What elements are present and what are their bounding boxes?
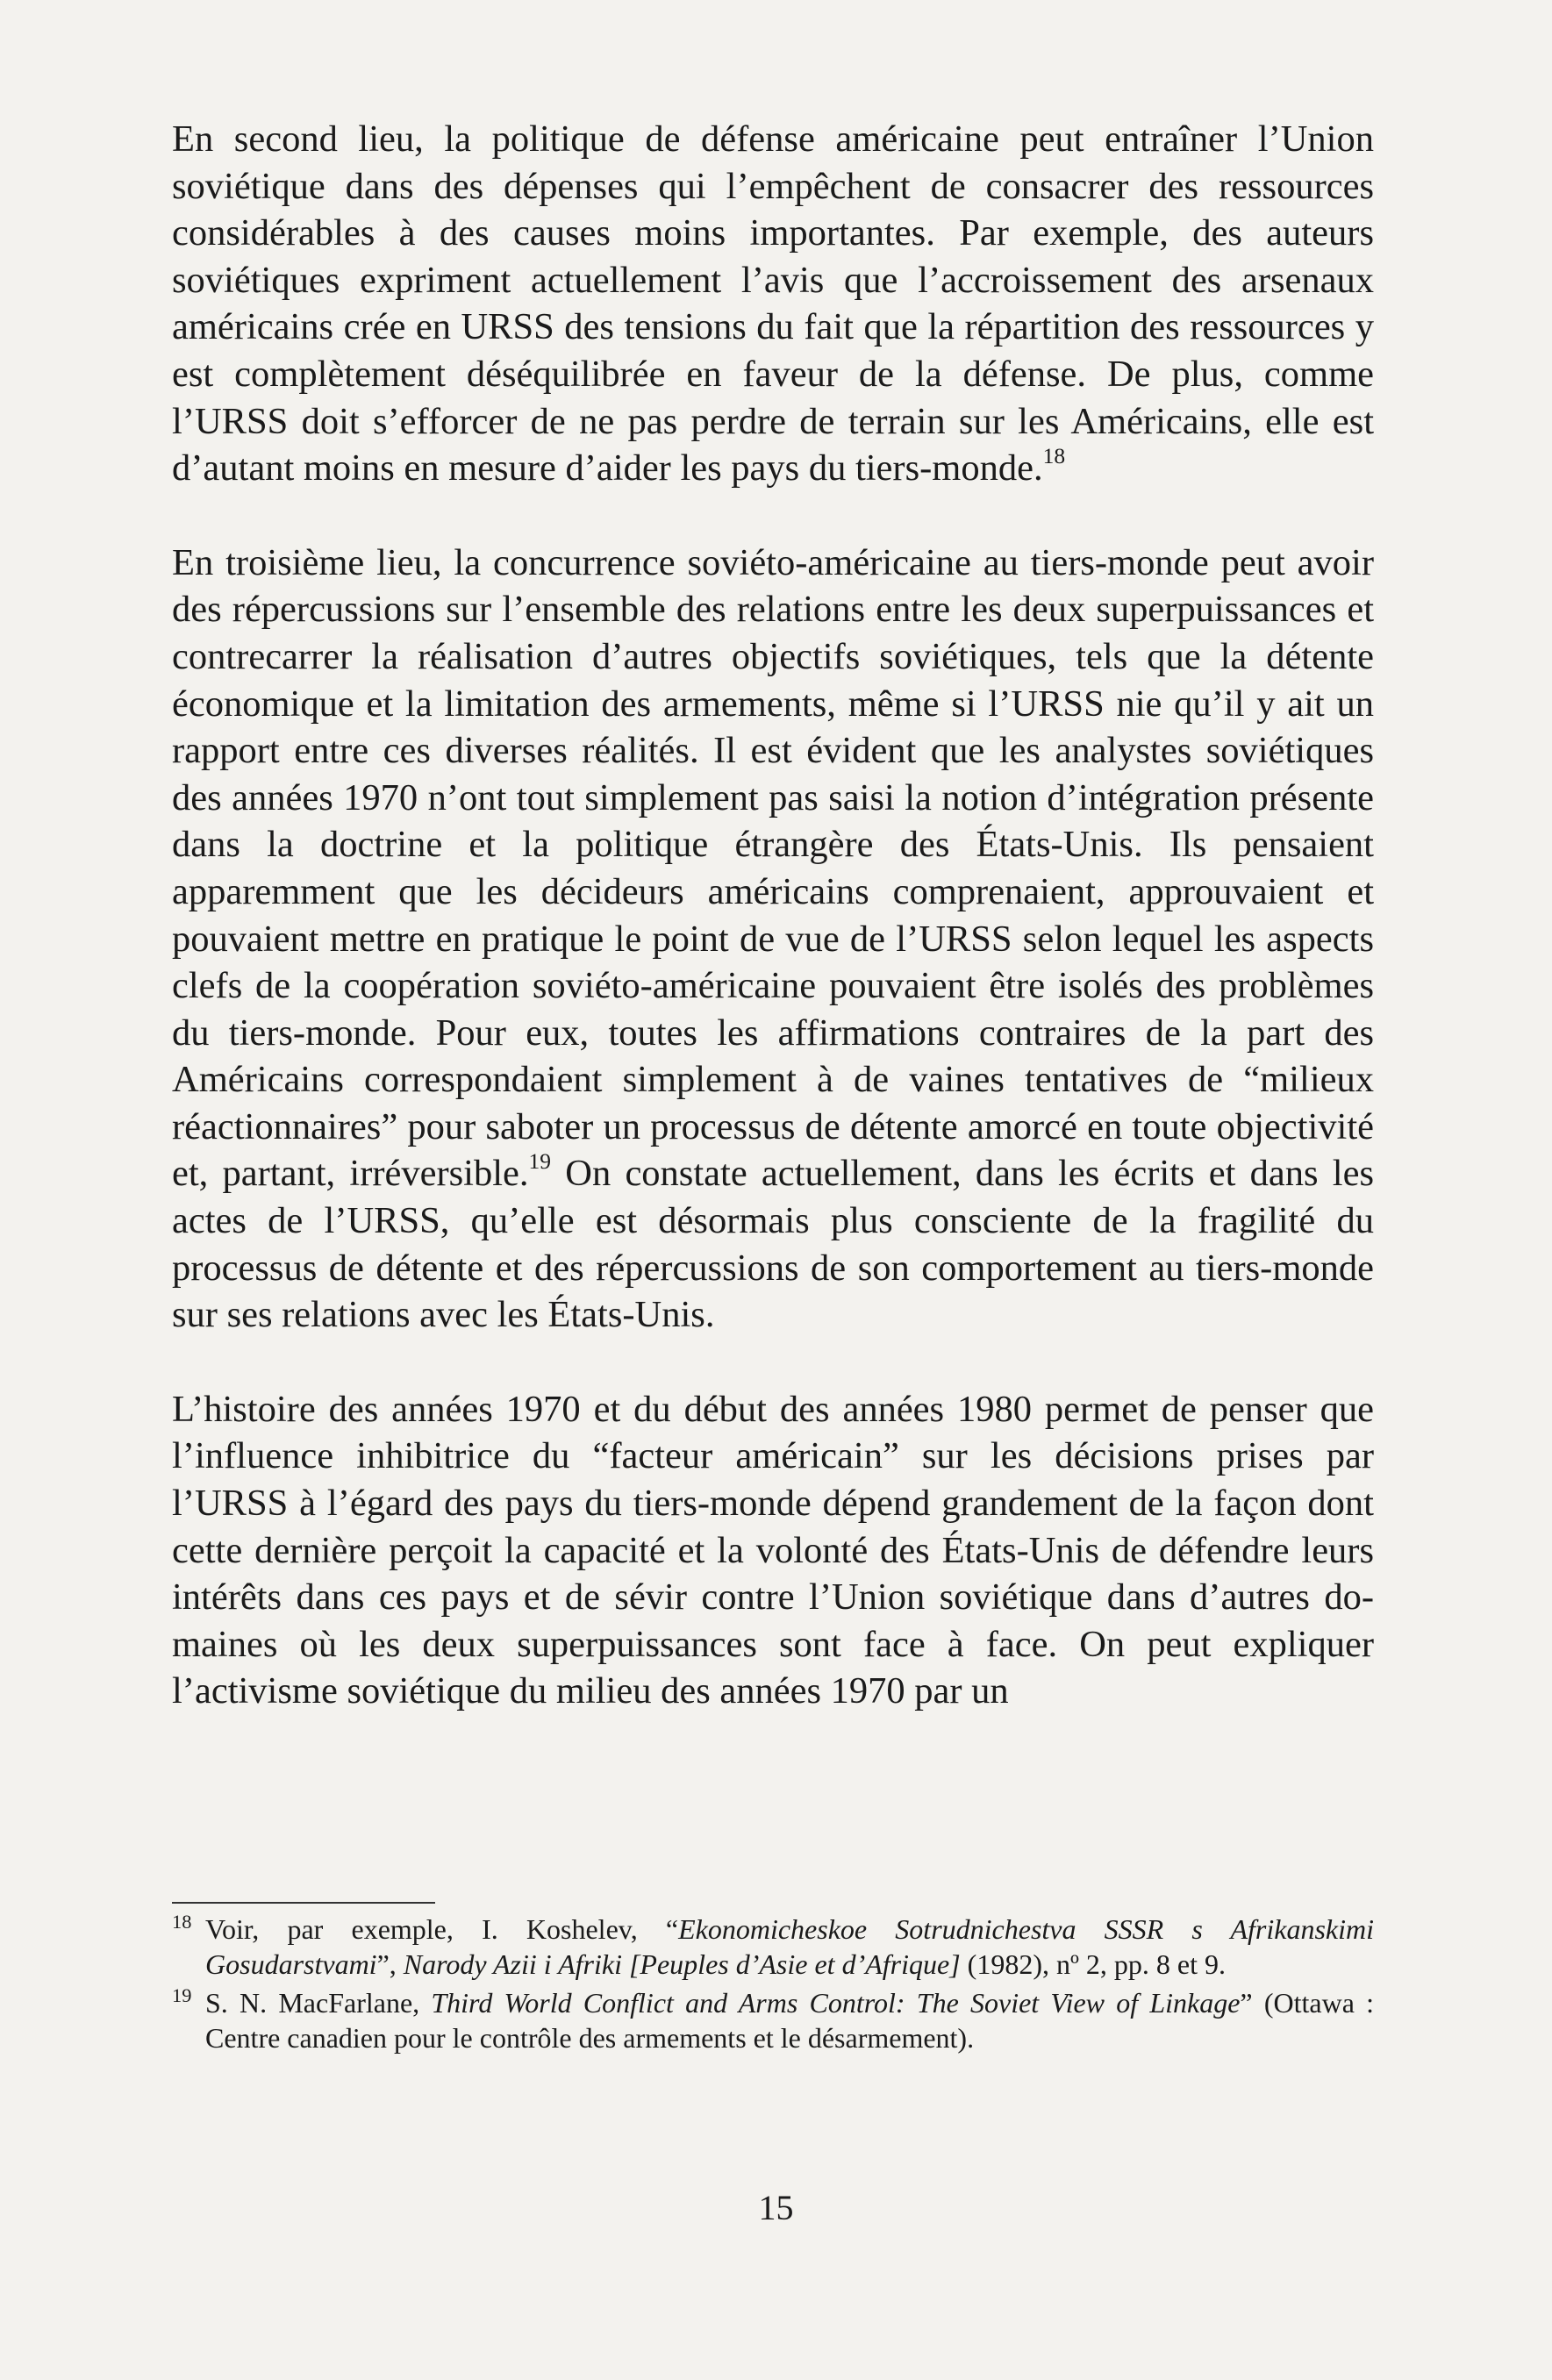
- footnote-divider: [172, 1902, 435, 1904]
- paragraph-1: En second lieu, la politique de défense américaine peut entraîner l’Union soviétique dans des dépenses qui l’empêchent de consacrer des ressources considérables à des causes moins importantes. Par exemple, des auteurs soviétiques expriment actuellement l’avis que l’accroissement des arsenaux américains crée en URSS des tensions du fait que la répartition des ressources y est complètement déséquilibrée en faveur de la défense. De plus, comme l’URSS doit s’efforcer de ne pas perdre de terrain sur les Américains, elle est d’autant moins en mesure d’aider les pays du tiers-monde.$^{18}$: [172, 118, 1374, 490]
- footnote-ref-19: 19: [528, 1148, 552, 1175]
- page-number: 15: [758, 2188, 794, 2227]
- footnote-18: 18 Voir, par exemple, I. Koshelev, “Ekonomicheskoe Sotrudnichestva SSSR s Afrikanskimi Gosudarstvami”, Narody Azii i Afriki [Peuples d’Asie et d’Afrique] (1982), nº 2, pp. 8 et 9.: [172, 1910, 1375, 1980]
- footnotes: [172, 1912, 1374, 2060]
- paragraph-2: En troisième lieu, la concurrence soviéto-américaine au tiers-monde peut avoir des répercussions sur l’ensemble des relations entre les deux superpuissances et contrecarrer la réalisation d’autres objectifs soviétiques, tels que la détente économique et la limitation des armements, même si l’URSS nie qu’il y ait un rapport entre ces diverses réalités. Il est évident que les analystes soviétiques des années 1970 n’ont tout simplement pas saisi la notion d’intégration présente dans la doctrine et la politique étrangère des États-Unis. Ils pensaient apparemment que les décideurs américains comprenaient, approuvaient et pouvaient mettre en pratique le point de vue de l’URSS selon lequel les aspects clefs de la coopération soviéto-américaine pouvaient être isolés des problèmes du tiers-monde. Pour eux, toutes les affirmations contraires de la part des Américains correspondaient simplement à de vaines tentatives de “milieux réactionnaires” pour saboter un processus de détente amorcé en toute objectivité et, partant, irréversible.$^{19}$ On constate actuellement, dans les écrits et dans les actes de l’URSS, qu’elle est désormais plus consciente de la fragilité du processus de détente et des répercussions de son comportement au tiers-monde sur ses relations avec les États-Unis.: [172, 541, 1374, 1336]
- paragraph-3: L’histoire des années 1970 et du début des années 1980 permet de penser que l’influence inhibitrice du “facteur américain” sur les décisions prises par l’URSS à l’égard des pays du tiers-monde dépend grandement de la façon dont cette dernière perçoit la capacité et la volonté des États-Unis de défendre leurs intérêts dans ces pays et de sévir contre l’Union soviétique dans d’autres domaines où les deux superpuissances sont face à face. On peut expliquer l’activisme soviétique du milieu des années 1970 par un: [172, 1388, 1374, 1712]
- footnote-19: 19 S. N. MacFarlane, Third World Conflict and Arms Control: The Soviet View of Linkage” (Ottawa : Centre canadien pour le contrôle des armements et le désarmement).: [172, 1983, 1375, 2054]
- page-body: [172, 116, 1374, 1762]
- footnote-ref-18: 18: [1042, 443, 1066, 469]
